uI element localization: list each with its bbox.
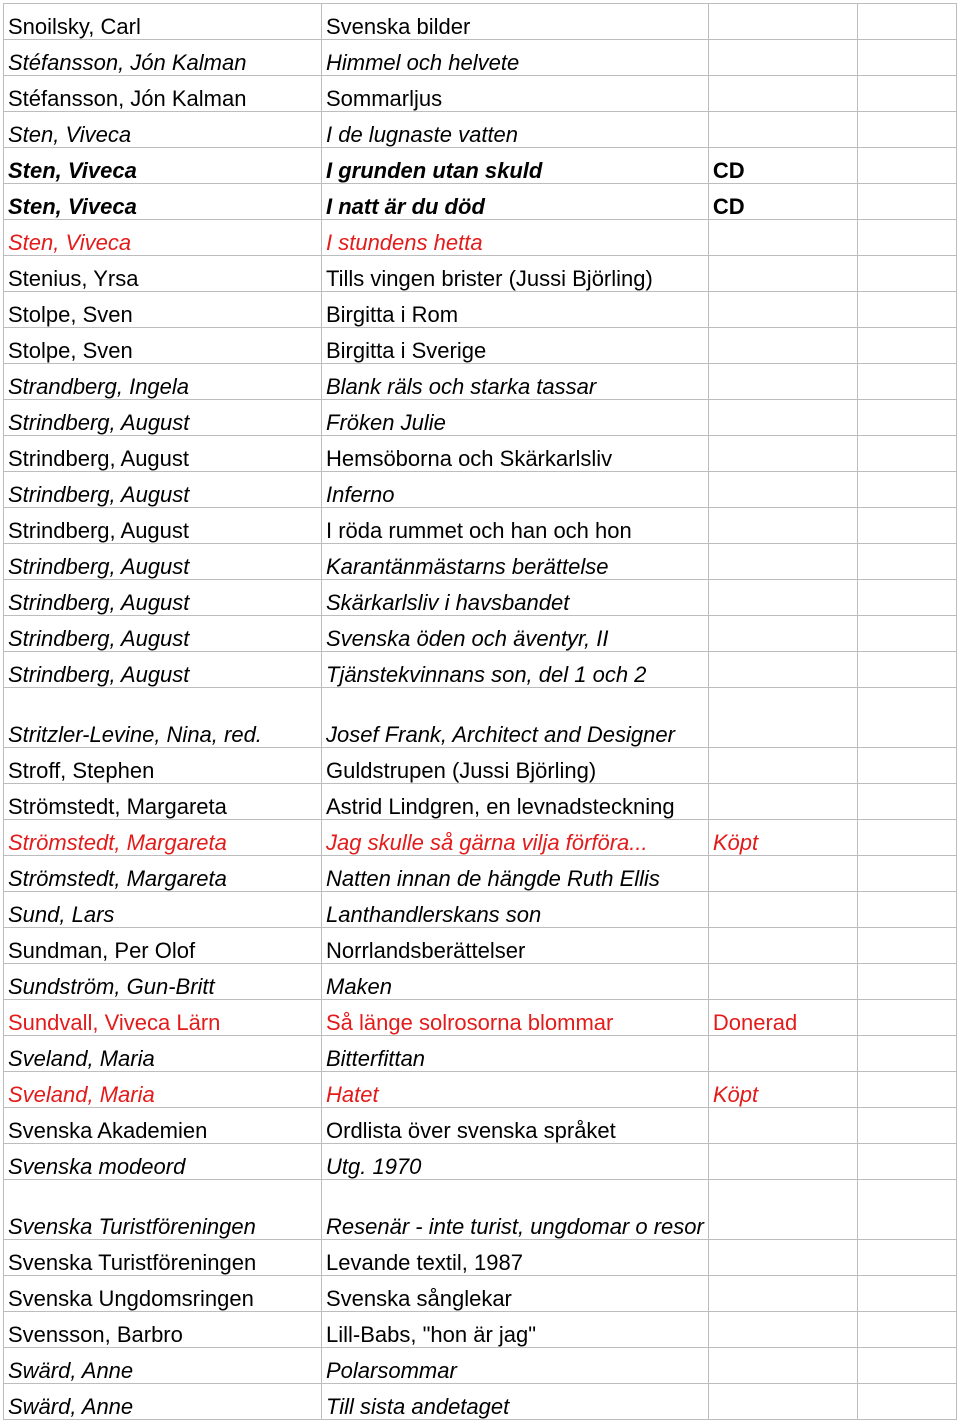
title-cell[interactable]: Maken bbox=[322, 964, 709, 1000]
note-cell[interactable] bbox=[708, 784, 857, 820]
note-cell[interactable] bbox=[708, 1036, 857, 1072]
title-cell[interactable]: Hemsöborna och Skärkarlsliv bbox=[322, 436, 709, 472]
empty-cell[interactable] bbox=[857, 1312, 956, 1348]
author-cell[interactable]: Stéfansson, Jón Kalman bbox=[4, 76, 322, 112]
title-cell[interactable]: Blank räls och starka tassar bbox=[322, 364, 709, 400]
note-cell[interactable] bbox=[708, 544, 857, 580]
title-cell[interactable]: Karantänmästarns berättelse bbox=[322, 544, 709, 580]
author-cell[interactable]: Sund, Lars bbox=[4, 892, 322, 928]
note-cell[interactable] bbox=[708, 1348, 857, 1384]
note-cell[interactable] bbox=[708, 1240, 857, 1276]
title-cell[interactable]: Tjänstekvinnans son, del 1 och 2 bbox=[322, 652, 709, 688]
table-row bbox=[4, 220, 957, 256]
author-cell[interactable]: Sundvall, Viveca Lärn bbox=[4, 1000, 322, 1036]
note-cell[interactable] bbox=[708, 856, 857, 892]
note-cell[interactable] bbox=[708, 472, 857, 508]
note-cell[interactable] bbox=[708, 4, 857, 40]
empty-cell[interactable] bbox=[857, 472, 956, 508]
table-row bbox=[4, 616, 957, 652]
author-cell[interactable]: Sveland, Maria bbox=[4, 1036, 322, 1072]
empty-cell[interactable] bbox=[857, 220, 956, 256]
title-cell[interactable]: Till sista andetaget bbox=[322, 1384, 709, 1420]
note-cell[interactable]: CD bbox=[708, 148, 857, 184]
author-cell[interactable]: Svensson, Barbro bbox=[4, 1312, 322, 1348]
title-cell[interactable]: Lanthandlerskans son bbox=[322, 892, 709, 928]
title-cell[interactable]: I de lugnaste vatten bbox=[322, 112, 709, 148]
table-row bbox=[4, 328, 957, 364]
table-row bbox=[4, 1180, 957, 1240]
table-row bbox=[4, 1108, 957, 1144]
empty-cell[interactable] bbox=[857, 544, 956, 580]
title-cell[interactable]: I grunden utan skuld bbox=[322, 148, 709, 184]
author-cell[interactable]: Stenius, Yrsa bbox=[4, 256, 322, 292]
empty-cell[interactable] bbox=[857, 364, 956, 400]
empty-cell[interactable] bbox=[857, 76, 956, 112]
author-cell[interactable]: Sundström, Gun-Britt bbox=[4, 964, 322, 1000]
table-row bbox=[4, 184, 957, 220]
table-row bbox=[4, 400, 957, 436]
note-cell[interactable] bbox=[708, 1384, 857, 1420]
note-cell[interactable] bbox=[708, 508, 857, 544]
empty-cell[interactable] bbox=[857, 1108, 956, 1144]
author-cell[interactable]: Strömstedt, Margareta bbox=[4, 784, 322, 820]
title-cell[interactable]: Skärkarlsliv i havsbandet bbox=[322, 580, 709, 616]
title-cell[interactable]: Tills vingen brister (Jussi Björling) bbox=[322, 256, 709, 292]
table-row bbox=[4, 472, 957, 508]
note-cell[interactable] bbox=[708, 1108, 857, 1144]
author-cell[interactable]: Strandberg, Ingela bbox=[4, 364, 322, 400]
note-cell[interactable] bbox=[708, 76, 857, 112]
note-cell[interactable] bbox=[708, 688, 857, 748]
title-cell[interactable]: Astrid Lindgren, en levnadsteckning bbox=[322, 784, 709, 820]
empty-cell[interactable] bbox=[857, 1348, 956, 1384]
author-cell[interactable]: Stroff, Stephen bbox=[4, 748, 322, 784]
author-cell[interactable]: Strindberg, August bbox=[4, 400, 322, 436]
empty-cell[interactable] bbox=[857, 508, 956, 544]
author-cell[interactable]: Svenska Akademien bbox=[4, 1108, 322, 1144]
table-row bbox=[4, 1072, 957, 1108]
title-cell[interactable]: Polarsommar bbox=[322, 1348, 709, 1384]
title-cell[interactable]: Lill-Babs, "hon är jag" bbox=[322, 1312, 709, 1348]
table-row bbox=[4, 1312, 957, 1348]
author-cell[interactable]: Svenska Turistföreningen bbox=[4, 1240, 322, 1276]
author-cell[interactable]: Svenska Turistföreningen bbox=[4, 1180, 322, 1240]
table-row bbox=[4, 256, 957, 292]
title-cell[interactable]: Ordlista över svenska språket bbox=[322, 1108, 709, 1144]
note-cell[interactable] bbox=[708, 652, 857, 688]
empty-cell[interactable] bbox=[857, 148, 956, 184]
empty-cell[interactable] bbox=[857, 112, 956, 148]
title-cell[interactable]: Guldstrupen (Jussi Björling) bbox=[322, 748, 709, 784]
table-row bbox=[4, 784, 957, 820]
author-cell[interactable]: Swärd, Anne bbox=[4, 1348, 322, 1384]
title-cell[interactable]: Birgitta i Rom bbox=[322, 292, 709, 328]
note-cell[interactable]: Köpt bbox=[708, 1072, 857, 1108]
table-row bbox=[4, 4, 957, 40]
table-row bbox=[4, 964, 957, 1000]
title-cell[interactable]: I röda rummet och han och hon bbox=[322, 508, 709, 544]
table-row bbox=[4, 1276, 957, 1312]
empty-cell[interactable] bbox=[857, 1384, 956, 1420]
note-cell[interactable] bbox=[708, 964, 857, 1000]
note-cell[interactable] bbox=[708, 364, 857, 400]
title-cell[interactable]: Svenska öden och äventyr, II bbox=[322, 616, 709, 652]
note-cell[interactable] bbox=[708, 1144, 857, 1180]
empty-cell[interactable] bbox=[857, 1144, 956, 1180]
table-row bbox=[4, 688, 957, 748]
title-cell[interactable]: Birgitta i Sverige bbox=[322, 328, 709, 364]
title-cell[interactable]: Fröken Julie bbox=[322, 400, 709, 436]
table-row bbox=[4, 856, 957, 892]
title-cell[interactable]: Svenska bilder bbox=[322, 4, 709, 40]
title-cell[interactable]: Svenska sånglekar bbox=[322, 1276, 709, 1312]
empty-cell[interactable] bbox=[857, 292, 956, 328]
note-cell[interactable] bbox=[708, 748, 857, 784]
empty-cell[interactable] bbox=[857, 40, 956, 76]
empty-cell[interactable] bbox=[857, 1072, 956, 1108]
empty-cell[interactable] bbox=[857, 784, 956, 820]
author-cell[interactable]: Strindberg, August bbox=[4, 544, 322, 580]
note-cell[interactable] bbox=[708, 928, 857, 964]
table-row bbox=[4, 1348, 957, 1384]
empty-cell[interactable] bbox=[857, 184, 956, 220]
table-row bbox=[4, 1036, 957, 1072]
title-cell[interactable]: Norrlandsberättelser bbox=[322, 928, 709, 964]
empty-cell[interactable] bbox=[857, 928, 956, 964]
note-cell[interactable] bbox=[708, 40, 857, 76]
author-cell[interactable]: Strindberg, August bbox=[4, 508, 322, 544]
author-cell[interactable]: Stritzler-Levine, Nina, red. bbox=[4, 688, 322, 748]
author-cell[interactable]: Sten, Viveca bbox=[4, 148, 322, 184]
title-cell[interactable]: I natt är du död bbox=[322, 184, 709, 220]
author-cell[interactable]: Svenska Ungdomsringen bbox=[4, 1276, 322, 1312]
empty-cell[interactable] bbox=[857, 1036, 956, 1072]
empty-cell[interactable] bbox=[857, 328, 956, 364]
empty-cell[interactable] bbox=[857, 436, 956, 472]
title-cell[interactable]: Så länge solrosorna blommar bbox=[322, 1000, 709, 1036]
table-row bbox=[4, 652, 957, 688]
book-list-table bbox=[3, 3, 957, 1420]
empty-cell[interactable] bbox=[857, 580, 956, 616]
table-row bbox=[4, 1384, 957, 1420]
title-cell[interactable]: Sommarljus bbox=[322, 76, 709, 112]
table-row bbox=[4, 1000, 957, 1036]
author-cell[interactable]: Strömstedt, Margareta bbox=[4, 820, 322, 856]
author-cell[interactable]: Sundman, Per Olof bbox=[4, 928, 322, 964]
author-cell[interactable]: Svenska modeord bbox=[4, 1144, 322, 1180]
table-row bbox=[4, 76, 957, 112]
empty-cell[interactable] bbox=[857, 964, 956, 1000]
title-cell[interactable]: Inferno bbox=[322, 472, 709, 508]
title-cell[interactable]: Hatet bbox=[322, 1072, 709, 1108]
empty-cell[interactable] bbox=[857, 652, 956, 688]
note-cell[interactable] bbox=[708, 1180, 857, 1240]
empty-cell[interactable] bbox=[857, 1000, 956, 1036]
note-cell[interactable] bbox=[708, 616, 857, 652]
author-cell[interactable]: Sten, Viveca bbox=[4, 112, 322, 148]
table-row bbox=[4, 1144, 957, 1180]
title-cell[interactable]: Jag skulle så gärna vilja förföra... bbox=[322, 820, 709, 856]
author-cell[interactable]: Stolpe, Sven bbox=[4, 328, 322, 364]
table-row bbox=[4, 544, 957, 580]
empty-cell[interactable] bbox=[857, 1180, 956, 1240]
title-cell[interactable]: Himmel och helvete bbox=[322, 40, 709, 76]
table-row bbox=[4, 928, 957, 964]
note-cell[interactable] bbox=[708, 1276, 857, 1312]
author-cell[interactable]: Swärd, Anne bbox=[4, 1384, 322, 1420]
note-cell[interactable] bbox=[708, 328, 857, 364]
note-cell[interactable]: CD bbox=[708, 184, 857, 220]
empty-cell[interactable] bbox=[857, 616, 956, 652]
author-cell[interactable]: Sten, Viveca bbox=[4, 184, 322, 220]
note-cell[interactable] bbox=[708, 1312, 857, 1348]
table-row bbox=[4, 820, 957, 856]
table-row bbox=[4, 748, 957, 784]
note-cell[interactable] bbox=[708, 400, 857, 436]
author-cell[interactable]: Strindberg, August bbox=[4, 616, 322, 652]
author-cell[interactable]: Snoilsky, Carl bbox=[4, 4, 322, 40]
author-cell[interactable]: Strömstedt, Margareta bbox=[4, 856, 322, 892]
empty-cell[interactable] bbox=[857, 1276, 956, 1312]
note-cell[interactable]: Köpt bbox=[708, 820, 857, 856]
table-row bbox=[4, 892, 957, 928]
empty-cell[interactable] bbox=[857, 892, 956, 928]
title-cell[interactable]: Levande textil, 1987 bbox=[322, 1240, 709, 1276]
author-cell[interactable]: Strindberg, August bbox=[4, 472, 322, 508]
note-cell[interactable] bbox=[708, 256, 857, 292]
note-cell[interactable] bbox=[708, 220, 857, 256]
author-cell[interactable]: Stolpe, Sven bbox=[4, 292, 322, 328]
author-cell[interactable]: Strindberg, August bbox=[4, 580, 322, 616]
empty-cell[interactable] bbox=[857, 400, 956, 436]
empty-cell[interactable] bbox=[857, 820, 956, 856]
note-cell[interactable] bbox=[708, 892, 857, 928]
empty-cell[interactable] bbox=[857, 856, 956, 892]
author-cell[interactable]: Strindberg, August bbox=[4, 436, 322, 472]
table-row bbox=[4, 436, 957, 472]
author-cell[interactable]: Strindberg, August bbox=[4, 652, 322, 688]
title-cell[interactable]: I stundens hetta bbox=[322, 220, 709, 256]
note-cell[interactable] bbox=[708, 436, 857, 472]
note-cell[interactable] bbox=[708, 580, 857, 616]
empty-cell[interactable] bbox=[857, 4, 956, 40]
empty-cell[interactable] bbox=[857, 748, 956, 784]
note-cell[interactable]: Donerad bbox=[708, 1000, 857, 1036]
table-row bbox=[4, 292, 957, 328]
table-row bbox=[4, 508, 957, 544]
empty-cell[interactable] bbox=[857, 688, 956, 748]
title-cell[interactable]: Josef Frank, Architect and Designer bbox=[322, 688, 709, 748]
title-cell[interactable]: Utg. 1970 bbox=[322, 1144, 709, 1180]
table-row bbox=[4, 40, 957, 76]
table-row bbox=[4, 364, 957, 400]
table-row bbox=[4, 580, 957, 616]
table-row bbox=[4, 112, 957, 148]
empty-cell[interactable] bbox=[857, 1240, 956, 1276]
note-cell[interactable] bbox=[708, 112, 857, 148]
author-cell[interactable]: Stéfansson, Jón Kalman bbox=[4, 40, 322, 76]
title-cell[interactable]: Resenär - inte turist, ungdomar o resor bbox=[322, 1180, 709, 1240]
author-cell[interactable]: Sveland, Maria bbox=[4, 1072, 322, 1108]
title-cell[interactable]: Bitterfittan bbox=[322, 1036, 709, 1072]
table-row bbox=[4, 148, 957, 184]
empty-cell[interactable] bbox=[857, 256, 956, 292]
author-cell[interactable]: Sten, Viveca bbox=[4, 220, 322, 256]
title-cell[interactable]: Natten innan de hängde Ruth Ellis bbox=[322, 856, 709, 892]
note-cell[interactable] bbox=[708, 292, 857, 328]
table-row bbox=[4, 1240, 957, 1276]
